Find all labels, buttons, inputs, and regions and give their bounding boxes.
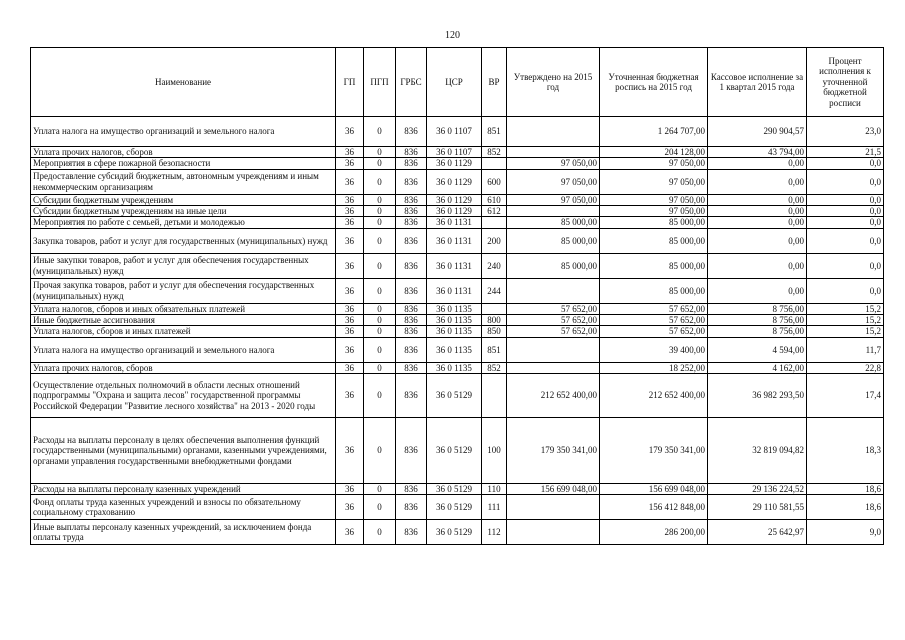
cell-cash: 25 642,97 bbox=[708, 520, 807, 545]
cell-pgp: 0 bbox=[364, 147, 396, 158]
cell-csr: 36 0 1131 bbox=[427, 228, 482, 253]
cell-cash: 4 162,00 bbox=[708, 362, 807, 373]
cell-name: Уплата прочих налогов, сборов bbox=[31, 362, 336, 373]
cell-approved: 179 350 341,00 bbox=[507, 418, 600, 484]
cell-approved: 212 652 400,00 bbox=[507, 374, 600, 418]
cell-pgp: 0 bbox=[364, 253, 396, 278]
cell-adjusted: 57 652,00 bbox=[600, 303, 708, 314]
cell-approved: 57 652,00 bbox=[507, 315, 600, 326]
cell-grbs: 836 bbox=[396, 194, 427, 205]
cell-vr: 112 bbox=[482, 520, 507, 545]
cell-name: Уплата налога на имущество организаций и земельного налога bbox=[31, 117, 336, 147]
cell-name: Субсидии бюджетным учреждениям bbox=[31, 194, 336, 205]
cell-name: Мероприятия в сфере пожарной безопасности bbox=[31, 158, 336, 169]
cell-grbs: 836 bbox=[396, 217, 427, 228]
cell-csr: 36 0 1135 bbox=[427, 362, 482, 373]
table-row bbox=[31, 147, 884, 158]
cell-adjusted: 286 200,00 bbox=[600, 520, 708, 545]
table-row bbox=[31, 278, 884, 303]
cell-name: Фонд оплаты труда казенных учреждений и взносы по обязательному социальному страхованию bbox=[31, 495, 336, 520]
cell-csr: 36 0 1107 bbox=[427, 117, 482, 147]
cell-csr: 36 0 1107 bbox=[427, 147, 482, 158]
cell-vr: 851 bbox=[482, 117, 507, 147]
cell-grbs: 836 bbox=[396, 315, 427, 326]
budget-table bbox=[30, 47, 884, 545]
cell-percent: 0,0 bbox=[807, 206, 884, 217]
cell-grbs: 836 bbox=[396, 520, 427, 545]
header-cash: Кассовое исполнение за 1 квартал 2015 года bbox=[708, 48, 807, 117]
cell-vr: 610 bbox=[482, 194, 507, 205]
cell-approved: 97 050,00 bbox=[507, 169, 600, 194]
cell-gp: 36 bbox=[336, 374, 364, 418]
cell-csr: 36 0 1129 bbox=[427, 158, 482, 169]
cell-approved: 57 652,00 bbox=[507, 326, 600, 337]
cell-vr: 852 bbox=[482, 147, 507, 158]
cell-csr: 36 0 1129 bbox=[427, 169, 482, 194]
cell-approved bbox=[507, 520, 600, 545]
cell-gp: 36 bbox=[336, 418, 364, 484]
cell-csr: 36 0 5129 bbox=[427, 374, 482, 418]
cell-pgp: 0 bbox=[364, 495, 396, 520]
cell-approved bbox=[507, 206, 600, 217]
table-row bbox=[31, 495, 884, 520]
cell-gp: 36 bbox=[336, 147, 364, 158]
cell-cash: 0,00 bbox=[708, 217, 807, 228]
cell-vr: 600 bbox=[482, 169, 507, 194]
cell-gp: 36 bbox=[336, 315, 364, 326]
cell-percent: 9,0 bbox=[807, 520, 884, 545]
cell-percent: 15,2 bbox=[807, 326, 884, 337]
cell-csr: 36 0 5129 bbox=[427, 520, 482, 545]
cell-adjusted: 39 400,00 bbox=[600, 337, 708, 362]
header-pgp: ПГП bbox=[364, 48, 396, 117]
cell-adjusted: 212 652 400,00 bbox=[600, 374, 708, 418]
cell-percent: 15,2 bbox=[807, 315, 884, 326]
cell-cash: 0,00 bbox=[708, 194, 807, 205]
cell-adjusted: 97 050,00 bbox=[600, 158, 708, 169]
cell-name: Уплата налогов, сборов и иных обязательных платежей bbox=[31, 303, 336, 314]
cell-csr: 36 0 1131 bbox=[427, 217, 482, 228]
cell-cash: 0,00 bbox=[708, 253, 807, 278]
cell-pgp: 0 bbox=[364, 315, 396, 326]
cell-approved bbox=[507, 147, 600, 158]
cell-adjusted: 57 652,00 bbox=[600, 315, 708, 326]
cell-percent: 0,0 bbox=[807, 158, 884, 169]
table-row bbox=[31, 484, 884, 495]
table-row bbox=[31, 326, 884, 337]
cell-csr: 36 0 5129 bbox=[427, 484, 482, 495]
cell-csr: 36 0 1135 bbox=[427, 326, 482, 337]
cell-approved: 97 050,00 bbox=[507, 158, 600, 169]
cell-vr: 852 bbox=[482, 362, 507, 373]
cell-vr bbox=[482, 374, 507, 418]
cell-grbs: 836 bbox=[396, 418, 427, 484]
table-row bbox=[31, 228, 884, 253]
cell-name: Осуществление отдельных полномочий в области лесных отношений подпрограммы "Охрана и защита лесов" государственной программы Российской Федерации "Развитие лесного хозяйства" на 2013 - 2020 годы bbox=[31, 374, 336, 418]
cell-name: Иные выплаты персоналу казенных учреждений, за исключением фонда оплаты труда bbox=[31, 520, 336, 545]
cell-approved: 85 000,00 bbox=[507, 217, 600, 228]
cell-percent: 17,4 bbox=[807, 374, 884, 418]
header-approved: Утверждено на 2015 год bbox=[507, 48, 600, 117]
table-row bbox=[31, 362, 884, 373]
cell-grbs: 836 bbox=[396, 206, 427, 217]
cell-percent: 0,0 bbox=[807, 169, 884, 194]
table-row bbox=[31, 206, 884, 217]
cell-adjusted: 85 000,00 bbox=[600, 253, 708, 278]
cell-gp: 36 bbox=[336, 326, 364, 337]
cell-cash: 0,00 bbox=[708, 228, 807, 253]
cell-vr: 240 bbox=[482, 253, 507, 278]
cell-percent: 23,0 bbox=[807, 117, 884, 147]
cell-adjusted: 204 128,00 bbox=[600, 147, 708, 158]
cell-grbs: 836 bbox=[396, 278, 427, 303]
cell-cash: 8 756,00 bbox=[708, 315, 807, 326]
cell-adjusted: 179 350 341,00 bbox=[600, 418, 708, 484]
cell-gp: 36 bbox=[336, 520, 364, 545]
cell-csr: 36 0 1135 bbox=[427, 315, 482, 326]
cell-gp: 36 bbox=[336, 278, 364, 303]
cell-cash: 0,00 bbox=[708, 278, 807, 303]
cell-pgp: 0 bbox=[364, 117, 396, 147]
cell-gp: 36 bbox=[336, 253, 364, 278]
header-csr: ЦСР bbox=[427, 48, 482, 117]
cell-percent: 0,0 bbox=[807, 278, 884, 303]
cell-pgp: 0 bbox=[364, 362, 396, 373]
cell-percent: 22,8 bbox=[807, 362, 884, 373]
cell-adjusted: 85 000,00 bbox=[600, 228, 708, 253]
cell-grbs: 836 bbox=[396, 228, 427, 253]
cell-approved bbox=[507, 278, 600, 303]
table-row bbox=[31, 117, 884, 147]
cell-pgp: 0 bbox=[364, 520, 396, 545]
cell-grbs: 836 bbox=[396, 169, 427, 194]
cell-cash: 43 794,00 bbox=[708, 147, 807, 158]
cell-pgp: 0 bbox=[364, 337, 396, 362]
header-percent: Процент исполнения к уточненной бюджетной росписи bbox=[807, 48, 884, 117]
table-row bbox=[31, 303, 884, 314]
cell-vr: 111 bbox=[482, 495, 507, 520]
header-vr: ВР bbox=[482, 48, 507, 117]
cell-cash: 8 756,00 bbox=[708, 303, 807, 314]
header-adjusted: Уточненная бюджетная роспись на 2015 год bbox=[600, 48, 708, 117]
cell-pgp: 0 bbox=[364, 418, 396, 484]
cell-approved: 85 000,00 bbox=[507, 253, 600, 278]
header-name: Наименование bbox=[31, 48, 336, 117]
cell-gp: 36 bbox=[336, 169, 364, 194]
cell-percent: 18,6 bbox=[807, 484, 884, 495]
cell-grbs: 836 bbox=[396, 253, 427, 278]
cell-cash: 0,00 bbox=[708, 206, 807, 217]
cell-cash: 29 136 224,52 bbox=[708, 484, 807, 495]
cell-cash: 0,00 bbox=[708, 158, 807, 169]
cell-gp: 36 bbox=[336, 217, 364, 228]
table-row bbox=[31, 337, 884, 362]
cell-adjusted: 57 652,00 bbox=[600, 326, 708, 337]
cell-adjusted: 97 050,00 bbox=[600, 194, 708, 205]
cell-vr: 800 bbox=[482, 315, 507, 326]
table-header-row bbox=[31, 48, 884, 117]
cell-name: Расходы на выплаты персоналу в целях обеспечения выполнения функций государственными (муниципальными) органами, казенными учреждениями, органами управления государственными внебюджетными фондами bbox=[31, 418, 336, 484]
cell-pgp: 0 bbox=[364, 158, 396, 169]
cell-grbs: 836 bbox=[396, 337, 427, 362]
cell-percent: 0,0 bbox=[807, 217, 884, 228]
cell-approved: 85 000,00 bbox=[507, 228, 600, 253]
cell-percent: 0,0 bbox=[807, 253, 884, 278]
cell-csr: 36 0 1135 bbox=[427, 337, 482, 362]
cell-csr: 36 0 1131 bbox=[427, 278, 482, 303]
cell-grbs: 836 bbox=[396, 495, 427, 520]
table-row bbox=[31, 374, 884, 418]
cell-vr bbox=[482, 217, 507, 228]
cell-vr: 612 bbox=[482, 206, 507, 217]
cell-gp: 36 bbox=[336, 194, 364, 205]
table-row bbox=[31, 315, 884, 326]
cell-csr: 36 0 5129 bbox=[427, 418, 482, 484]
page-number: 120 bbox=[445, 30, 460, 41]
table-row bbox=[31, 418, 884, 484]
cell-cash: 4 594,00 bbox=[708, 337, 807, 362]
cell-name: Уплата налогов, сборов и иных платежей bbox=[31, 326, 336, 337]
cell-vr: 200 bbox=[482, 228, 507, 253]
cell-csr: 36 0 1129 bbox=[427, 194, 482, 205]
cell-approved bbox=[507, 495, 600, 520]
cell-adjusted: 18 252,00 bbox=[600, 362, 708, 373]
cell-pgp: 0 bbox=[364, 206, 396, 217]
cell-gp: 36 bbox=[336, 362, 364, 373]
cell-name: Мероприятия по работе с семьей, детьми и молодежью bbox=[31, 217, 336, 228]
cell-pgp: 0 bbox=[364, 278, 396, 303]
cell-vr: 110 bbox=[482, 484, 507, 495]
cell-pgp: 0 bbox=[364, 228, 396, 253]
cell-pgp: 0 bbox=[364, 326, 396, 337]
cell-adjusted: 85 000,00 bbox=[600, 217, 708, 228]
header-gp: ГП bbox=[336, 48, 364, 117]
cell-gp: 36 bbox=[336, 303, 364, 314]
table-row bbox=[31, 158, 884, 169]
table-row bbox=[31, 253, 884, 278]
cell-approved bbox=[507, 117, 600, 147]
cell-grbs: 836 bbox=[396, 326, 427, 337]
cell-percent: 11,7 bbox=[807, 337, 884, 362]
cell-cash: 0,00 bbox=[708, 169, 807, 194]
cell-adjusted: 156 412 848,00 bbox=[600, 495, 708, 520]
cell-gp: 36 bbox=[336, 117, 364, 147]
cell-approved: 156 699 048,00 bbox=[507, 484, 600, 495]
cell-vr bbox=[482, 303, 507, 314]
cell-gp: 36 bbox=[336, 228, 364, 253]
cell-name: Уплата налога на имущество организаций и земельного налога bbox=[31, 337, 336, 362]
cell-approved bbox=[507, 362, 600, 373]
cell-gp: 36 bbox=[336, 337, 364, 362]
cell-csr: 36 0 1135 bbox=[427, 303, 482, 314]
cell-percent: 0,0 bbox=[807, 194, 884, 205]
cell-name: Предоставление субсидий бюджетным, автономным учреждениям и иным некоммерческим организациям bbox=[31, 169, 336, 194]
cell-name: Закупка товаров, работ и услуг для государственных (муниципальных) нужд bbox=[31, 228, 336, 253]
cell-cash: 290 904,57 bbox=[708, 117, 807, 147]
cell-gp: 36 bbox=[336, 495, 364, 520]
cell-vr: 850 bbox=[482, 326, 507, 337]
cell-cash: 8 756,00 bbox=[708, 326, 807, 337]
cell-name: Прочая закупка товаров, работ и услуг для обеспечения государственных (муниципальных) нужд bbox=[31, 278, 336, 303]
cell-grbs: 836 bbox=[396, 158, 427, 169]
cell-approved bbox=[507, 337, 600, 362]
cell-name: Иные закупки товаров, работ и услуг для обеспечения государственных (муниципальных) нужд bbox=[31, 253, 336, 278]
cell-csr: 36 0 1131 bbox=[427, 253, 482, 278]
cell-gp: 36 bbox=[336, 158, 364, 169]
cell-percent: 15,2 bbox=[807, 303, 884, 314]
cell-gp: 36 bbox=[336, 484, 364, 495]
table-row bbox=[31, 520, 884, 545]
cell-gp: 36 bbox=[336, 206, 364, 217]
cell-vr: 100 bbox=[482, 418, 507, 484]
cell-name: Иные бюджетные ассигнования bbox=[31, 315, 336, 326]
table-row bbox=[31, 194, 884, 205]
table-row bbox=[31, 169, 884, 194]
cell-cash: 29 110 581,55 bbox=[708, 495, 807, 520]
cell-percent: 18,3 bbox=[807, 418, 884, 484]
cell-cash: 32 819 094,82 bbox=[708, 418, 807, 484]
cell-adjusted: 97 050,00 bbox=[600, 206, 708, 217]
cell-grbs: 836 bbox=[396, 147, 427, 158]
cell-pgp: 0 bbox=[364, 374, 396, 418]
cell-name: Субсидии бюджетным учреждениям на иные цели bbox=[31, 206, 336, 217]
cell-pgp: 0 bbox=[364, 169, 396, 194]
cell-percent: 21,5 bbox=[807, 147, 884, 158]
cell-pgp: 0 bbox=[364, 484, 396, 495]
table-row bbox=[31, 217, 884, 228]
cell-pgp: 0 bbox=[364, 194, 396, 205]
cell-csr: 36 0 1129 bbox=[427, 206, 482, 217]
cell-adjusted: 85 000,00 bbox=[600, 278, 708, 303]
cell-grbs: 836 bbox=[396, 303, 427, 314]
cell-grbs: 836 bbox=[396, 362, 427, 373]
cell-vr: 244 bbox=[482, 278, 507, 303]
cell-grbs: 836 bbox=[396, 117, 427, 147]
cell-percent: 0,0 bbox=[807, 228, 884, 253]
cell-name: Уплата прочих налогов, сборов bbox=[31, 147, 336, 158]
cell-adjusted: 97 050,00 bbox=[600, 169, 708, 194]
cell-csr: 36 0 5129 bbox=[427, 495, 482, 520]
cell-pgp: 0 bbox=[364, 217, 396, 228]
cell-approved: 97 050,00 bbox=[507, 194, 600, 205]
cell-approved: 57 652,00 bbox=[507, 303, 600, 314]
cell-cash: 36 982 293,50 bbox=[708, 374, 807, 418]
cell-name: Расходы на выплаты персоналу казенных учреждений bbox=[31, 484, 336, 495]
cell-pgp: 0 bbox=[364, 303, 396, 314]
cell-adjusted: 156 699 048,00 bbox=[600, 484, 708, 495]
cell-adjusted: 1 264 707,00 bbox=[600, 117, 708, 147]
cell-grbs: 836 bbox=[396, 374, 427, 418]
header-grbs: ГРБС bbox=[396, 48, 427, 117]
cell-percent: 18,6 bbox=[807, 495, 884, 520]
cell-vr bbox=[482, 158, 507, 169]
cell-vr: 851 bbox=[482, 337, 507, 362]
cell-grbs: 836 bbox=[396, 484, 427, 495]
